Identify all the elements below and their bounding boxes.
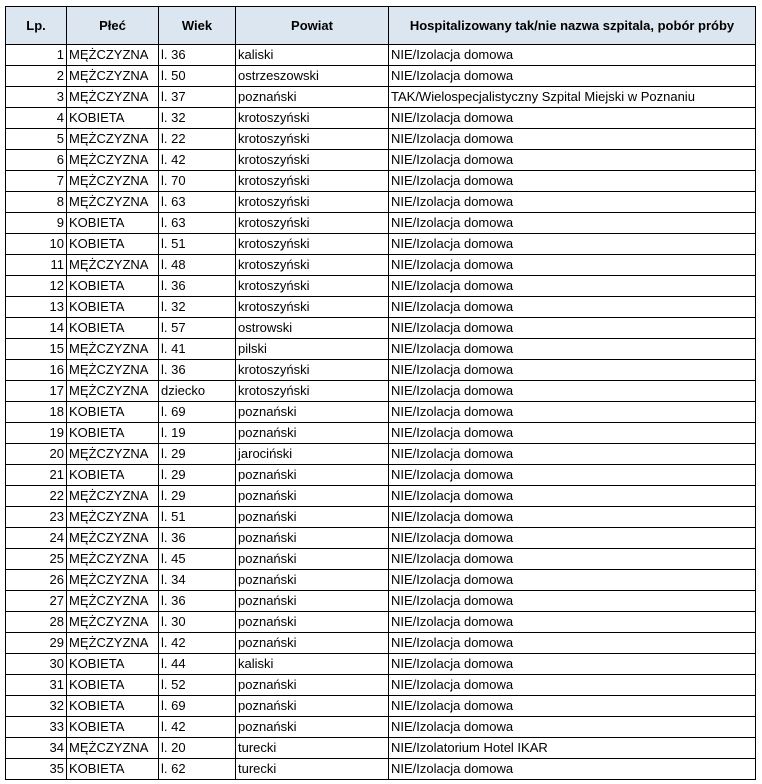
cell-hospitalized: NIE/Izolacja domowa	[389, 717, 756, 738]
cell-lp: 32	[6, 696, 67, 717]
cell-hospitalized: NIE/Izolacja domowa	[389, 360, 756, 381]
cell-lp: 5	[6, 129, 67, 150]
cell-county: poznański	[236, 549, 389, 570]
table-row	[6, 129, 756, 150]
cell-county: krotoszyński	[236, 381, 389, 402]
cell-age: dziecko	[159, 381, 236, 402]
cell-age: l. 42	[159, 717, 236, 738]
cell-age: l. 34	[159, 570, 236, 591]
cell-sex: KOBIETA	[67, 465, 159, 486]
cell-sex: MĘŻCZYZNA	[67, 528, 159, 549]
table-row	[6, 150, 756, 171]
cell-county: poznański	[236, 465, 389, 486]
cell-hospitalized: NIE/Izolacja domowa	[389, 108, 756, 129]
cell-sex: MĘŻCZYZNA	[67, 381, 159, 402]
cell-sex: MĘŻCZYZNA	[67, 486, 159, 507]
cell-lp: 31	[6, 675, 67, 696]
cell-lp: 8	[6, 192, 67, 213]
cell-sex: KOBIETA	[67, 759, 159, 780]
cell-county: krotoszyński	[236, 276, 389, 297]
cell-hospitalized: NIE/Izolacja domowa	[389, 549, 756, 570]
cell-sex: MĘŻCZYZNA	[67, 570, 159, 591]
cell-county: krotoszyński	[236, 297, 389, 318]
table-row	[6, 360, 756, 381]
cell-county: poznański	[236, 591, 389, 612]
cell-county: poznański	[236, 717, 389, 738]
cell-county: krotoszyński	[236, 150, 389, 171]
cell-lp: 33	[6, 717, 67, 738]
cell-lp: 21	[6, 465, 67, 486]
cell-sex: KOBIETA	[67, 318, 159, 339]
cell-county: turecki	[236, 738, 389, 759]
cell-county: pilski	[236, 339, 389, 360]
cell-hospitalized: NIE/Izolacja domowa	[389, 759, 756, 780]
table-row	[6, 612, 756, 633]
cell-sex: MĘŻCZYZNA	[67, 738, 159, 759]
cell-age: l. 57	[159, 318, 236, 339]
cell-hospitalized: NIE/Izolacja domowa	[389, 381, 756, 402]
cell-hospitalized: NIE/Izolacja domowa	[389, 465, 756, 486]
cell-lp: 18	[6, 402, 67, 423]
table-row	[6, 318, 756, 339]
cell-county: jarociński	[236, 444, 389, 465]
cell-county: krotoszyński	[236, 234, 389, 255]
table-row	[6, 87, 756, 108]
cell-hospitalized: NIE/Izolacja domowa	[389, 318, 756, 339]
cell-lp: 3	[6, 87, 67, 108]
table-row	[6, 696, 756, 717]
table-row	[6, 444, 756, 465]
cell-sex: MĘŻCZYZNA	[67, 171, 159, 192]
cell-age: l. 41	[159, 339, 236, 360]
cell-county: kaliski	[236, 654, 389, 675]
cell-sex: KOBIETA	[67, 675, 159, 696]
cell-age: l. 36	[159, 276, 236, 297]
table-row	[6, 381, 756, 402]
cell-lp: 22	[6, 486, 67, 507]
cell-lp: 35	[6, 759, 67, 780]
cell-county: poznański	[236, 507, 389, 528]
cell-hospitalized: NIE/Izolatorium Hotel IKAR	[389, 738, 756, 759]
cell-lp: 2	[6, 66, 67, 87]
cell-county: ostrowski	[236, 318, 389, 339]
cell-age: l. 51	[159, 507, 236, 528]
cell-age: l. 42	[159, 633, 236, 654]
cell-age: l. 63	[159, 192, 236, 213]
cell-hospitalized: NIE/Izolacja domowa	[389, 696, 756, 717]
cell-county: krotoszyński	[236, 213, 389, 234]
header-hospitalized: Hospitalizowany tak/nie nazwa szpitala, pobór próby	[389, 7, 756, 45]
cell-age: l. 37	[159, 87, 236, 108]
cell-sex: MĘŻCZYZNA	[67, 633, 159, 654]
cell-county: poznański	[236, 402, 389, 423]
cell-county: poznański	[236, 423, 389, 444]
cell-county: krotoszyński	[236, 192, 389, 213]
table-row	[6, 234, 756, 255]
cell-lp: 7	[6, 171, 67, 192]
cell-county: poznański	[236, 633, 389, 654]
header-sex: Płeć	[67, 7, 159, 45]
cell-hospitalized: NIE/Izolacja domowa	[389, 66, 756, 87]
cell-hospitalized: NIE/Izolacja domowa	[389, 297, 756, 318]
cell-age: l. 45	[159, 549, 236, 570]
table-row	[6, 213, 756, 234]
cell-sex: KOBIETA	[67, 213, 159, 234]
table-row	[6, 528, 756, 549]
cell-lp: 9	[6, 213, 67, 234]
cell-sex: MĘŻCZYZNA	[67, 45, 159, 66]
cell-sex: MĘŻCZYZNA	[67, 339, 159, 360]
cell-sex: MĘŻCZYZNA	[67, 444, 159, 465]
cell-hospitalized: NIE/Izolacja domowa	[389, 339, 756, 360]
cell-sex: MĘŻCZYZNA	[67, 129, 159, 150]
cell-hospitalized: NIE/Izolacja domowa	[389, 129, 756, 150]
cell-county: krotoszyński	[236, 108, 389, 129]
cell-age: l. 29	[159, 486, 236, 507]
cell-lp: 12	[6, 276, 67, 297]
table-row	[6, 276, 756, 297]
cell-hospitalized: NIE/Izolacja domowa	[389, 528, 756, 549]
cell-lp: 15	[6, 339, 67, 360]
cell-lp: 13	[6, 297, 67, 318]
cell-county: kaliski	[236, 45, 389, 66]
cell-hospitalized: NIE/Izolacja domowa	[389, 234, 756, 255]
table-row	[6, 486, 756, 507]
cell-age: l. 19	[159, 423, 236, 444]
cell-age: l. 29	[159, 444, 236, 465]
header-age: Wiek	[159, 7, 236, 45]
cell-lp: 23	[6, 507, 67, 528]
table-row	[6, 423, 756, 444]
cell-county: poznański	[236, 612, 389, 633]
table-row	[6, 507, 756, 528]
cell-age: l. 29	[159, 465, 236, 486]
cell-age: l. 70	[159, 171, 236, 192]
cell-sex: KOBIETA	[67, 276, 159, 297]
cell-age: l. 69	[159, 696, 236, 717]
table-row	[6, 339, 756, 360]
cell-sex: KOBIETA	[67, 696, 159, 717]
cell-county: poznański	[236, 87, 389, 108]
cell-hospitalized: NIE/Izolacja domowa	[389, 45, 756, 66]
cell-lp: 34	[6, 738, 67, 759]
cell-sex: MĘŻCZYZNA	[67, 192, 159, 213]
cell-age: l. 36	[159, 45, 236, 66]
table-row	[6, 717, 756, 738]
cell-lp: 6	[6, 150, 67, 171]
cell-county: poznański	[236, 675, 389, 696]
cell-age: l. 62	[159, 759, 236, 780]
cell-sex: KOBIETA	[67, 402, 159, 423]
cell-hospitalized: NIE/Izolacja domowa	[389, 570, 756, 591]
cases-table	[5, 6, 756, 780]
cell-sex: MĘŻCZYZNA	[67, 66, 159, 87]
cell-hospitalized: NIE/Izolacja domowa	[389, 486, 756, 507]
cell-hospitalized: NIE/Izolacja domowa	[389, 213, 756, 234]
cell-hospitalized: NIE/Izolacja domowa	[389, 276, 756, 297]
cell-hospitalized: NIE/Izolacja domowa	[389, 423, 756, 444]
cell-lp: 27	[6, 591, 67, 612]
cell-age: l. 30	[159, 612, 236, 633]
cell-sex: KOBIETA	[67, 297, 159, 318]
cell-county: krotoszyński	[236, 171, 389, 192]
cell-lp: 20	[6, 444, 67, 465]
cell-county: poznański	[236, 486, 389, 507]
header-lp: Lp.	[6, 7, 67, 45]
cell-lp: 11	[6, 255, 67, 276]
cell-lp: 4	[6, 108, 67, 129]
cell-hospitalized: NIE/Izolacja domowa	[389, 654, 756, 675]
cell-lp: 17	[6, 381, 67, 402]
cell-sex: KOBIETA	[67, 654, 159, 675]
cell-age: l. 44	[159, 654, 236, 675]
cell-age: l. 20	[159, 738, 236, 759]
cell-sex: KOBIETA	[67, 234, 159, 255]
cell-lp: 29	[6, 633, 67, 654]
table-row	[6, 297, 756, 318]
cell-lp: 14	[6, 318, 67, 339]
cell-lp: 25	[6, 549, 67, 570]
cell-age: l. 69	[159, 402, 236, 423]
table-row	[6, 654, 756, 675]
cell-hospitalized: NIE/Izolacja domowa	[389, 402, 756, 423]
cell-age: l. 52	[159, 675, 236, 696]
cell-age: l. 42	[159, 150, 236, 171]
table-row	[6, 633, 756, 654]
cell-sex: KOBIETA	[67, 108, 159, 129]
cell-age: l. 63	[159, 213, 236, 234]
cell-age: l. 36	[159, 360, 236, 381]
cell-lp: 24	[6, 528, 67, 549]
cell-county: ostrzeszowski	[236, 66, 389, 87]
cell-sex: MĘŻCZYZNA	[67, 507, 159, 528]
cell-hospitalized: NIE/Izolacja domowa	[389, 612, 756, 633]
cell-sex: MĘŻCZYZNA	[67, 549, 159, 570]
header-county: Powiat	[236, 7, 389, 45]
cell-age: l. 32	[159, 108, 236, 129]
cell-sex: MĘŻCZYZNA	[67, 591, 159, 612]
table-row	[6, 465, 756, 486]
cell-hospitalized: NIE/Izolacja domowa	[389, 633, 756, 654]
cell-sex: MĘŻCZYZNA	[67, 360, 159, 381]
cell-hospitalized: NIE/Izolacja domowa	[389, 150, 756, 171]
cell-age: l. 36	[159, 591, 236, 612]
cell-sex: MĘŻCZYZNA	[67, 255, 159, 276]
table-row	[6, 66, 756, 87]
cell-hospitalized: TAK/Wielospecjalistyczny Szpital Miejski w Poznaniu	[389, 87, 756, 108]
cell-county: krotoszyński	[236, 360, 389, 381]
table-row	[6, 759, 756, 780]
cell-age: l. 22	[159, 129, 236, 150]
table-row	[6, 45, 756, 66]
table-row	[6, 675, 756, 696]
cell-sex: KOBIETA	[67, 717, 159, 738]
cell-county: turecki	[236, 759, 389, 780]
cell-lp: 19	[6, 423, 67, 444]
cell-lp: 1	[6, 45, 67, 66]
table-row	[6, 591, 756, 612]
cell-county: krotoszyński	[236, 255, 389, 276]
cell-hospitalized: NIE/Izolacja domowa	[389, 675, 756, 696]
table-row	[6, 738, 756, 759]
table-row	[6, 549, 756, 570]
cell-age: l. 32	[159, 297, 236, 318]
cell-age: l. 36	[159, 528, 236, 549]
cell-lp: 30	[6, 654, 67, 675]
cell-age: l. 48	[159, 255, 236, 276]
cell-lp: 28	[6, 612, 67, 633]
cell-sex: MĘŻCZYZNA	[67, 612, 159, 633]
cell-hospitalized: NIE/Izolacja domowa	[389, 255, 756, 276]
cell-county: poznański	[236, 528, 389, 549]
cell-age: l. 50	[159, 66, 236, 87]
cell-lp: 16	[6, 360, 67, 381]
table-row	[6, 192, 756, 213]
table-row	[6, 171, 756, 192]
cell-sex: MĘŻCZYZNA	[67, 87, 159, 108]
cell-hospitalized: NIE/Izolacja domowa	[389, 507, 756, 528]
cell-age: l. 51	[159, 234, 236, 255]
table-row	[6, 402, 756, 423]
cell-lp: 10	[6, 234, 67, 255]
cell-county: poznański	[236, 570, 389, 591]
header-row	[6, 7, 756, 45]
table-row	[6, 255, 756, 276]
cell-hospitalized: NIE/Izolacja domowa	[389, 171, 756, 192]
cell-hospitalized: NIE/Izolacja domowa	[389, 591, 756, 612]
cell-hospitalized: NIE/Izolacja domowa	[389, 192, 756, 213]
table-row	[6, 108, 756, 129]
cell-lp: 26	[6, 570, 67, 591]
cell-hospitalized: NIE/Izolacja domowa	[389, 444, 756, 465]
table-row	[6, 570, 756, 591]
cell-county: krotoszyński	[236, 129, 389, 150]
cell-sex: MĘŻCZYZNA	[67, 150, 159, 171]
cell-county: poznański	[236, 696, 389, 717]
cell-sex: KOBIETA	[67, 423, 159, 444]
